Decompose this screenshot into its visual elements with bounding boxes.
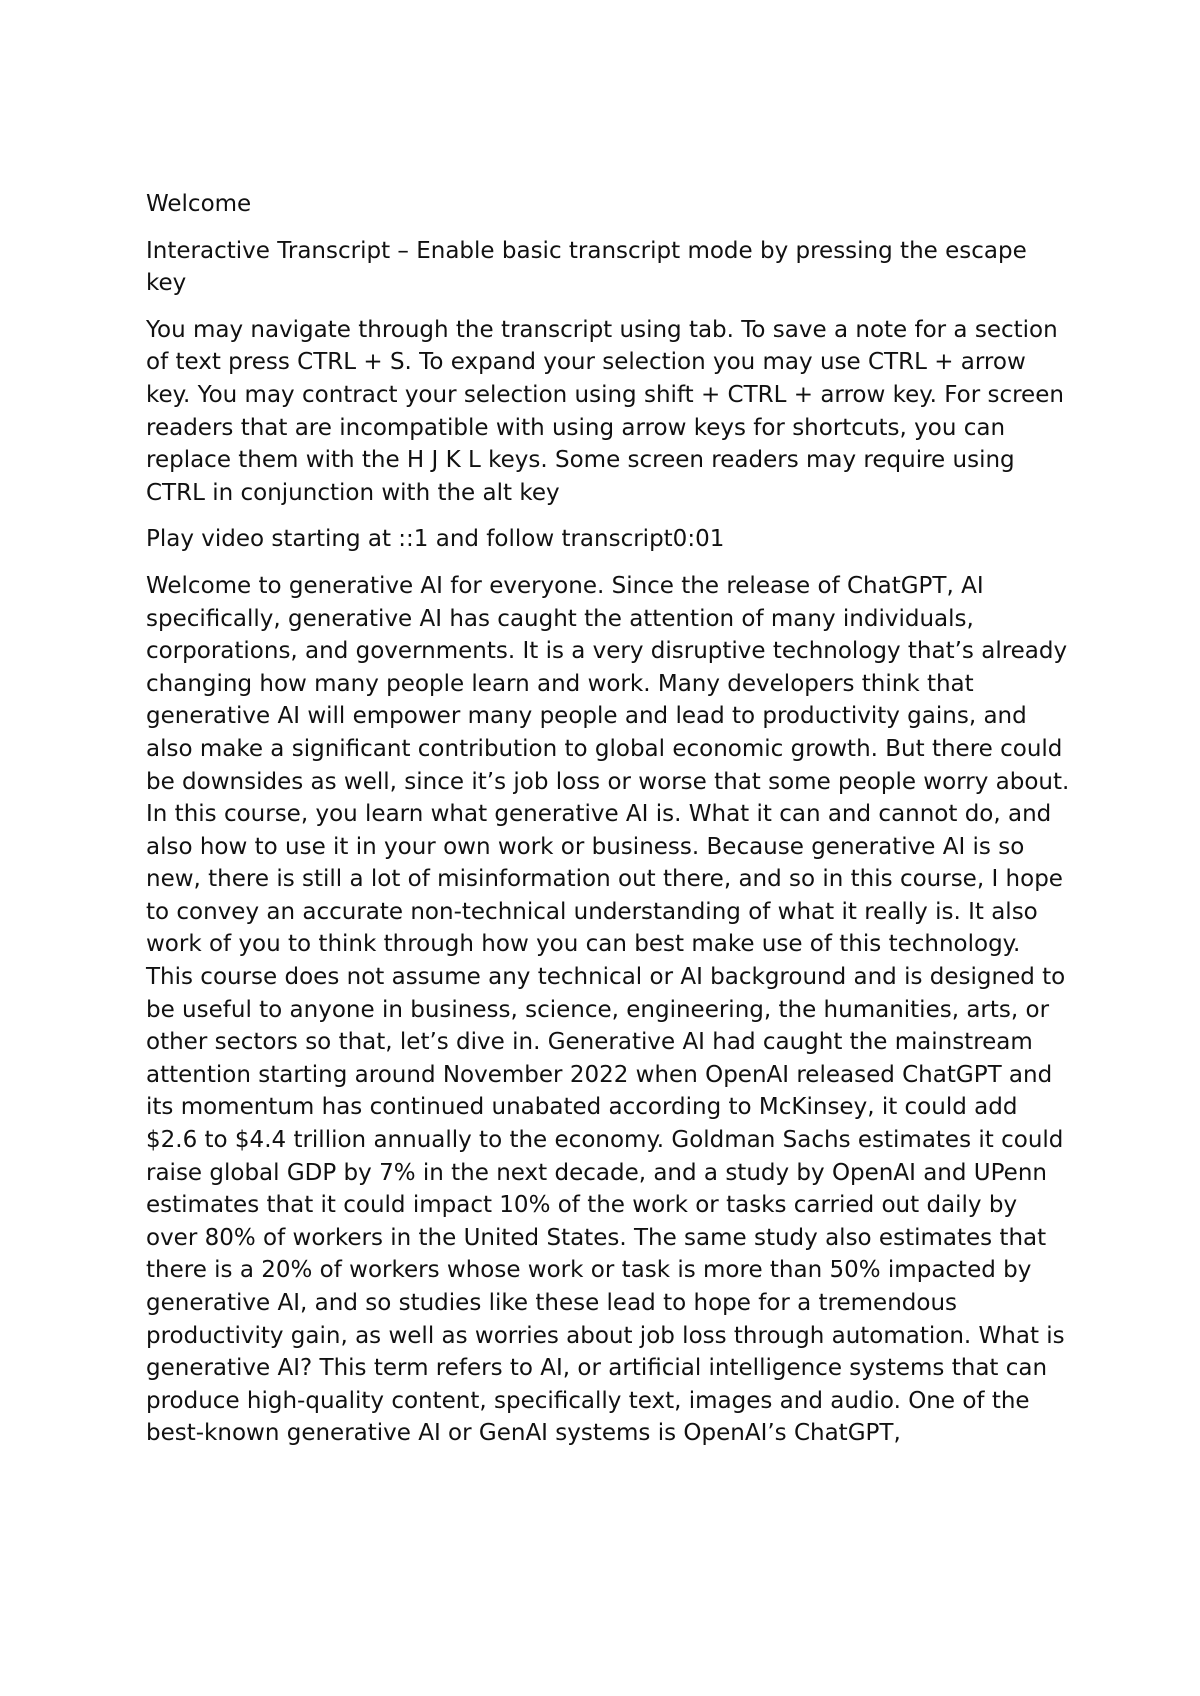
transcript-body: Welcome to generative AI for everyone. Since the release of ChatGPT, AI specifically, generative AI has caught the attention of many individuals, corporations, and governments. It is a very disruptive technology that’s already changing how many people learn and work. Many developers think that generative AI will empower many people and lead to productivity gains, and also make a significant contribution to global economic growth. But there could be downsides as well, since it’s job loss or worse that some people worry about. In this course, you learn what generative AI is. What it can and cannot do, and also how to use it in your own work or business. Because generative AI is so new, there is still a lot of misinformation out there, and so in this course, I hope to convey an accurate non-technical understanding of what it really is. It also work of you to think through how you can best make use of this technology. This course does not assume any technical or AI background and is designed to be useful to anyone in business, science, engineering, the humanities, arts, or other sectors so that, let’s dive in. Generative AI had caught the mainstream attention starting around November 2022 when OpenAI released ChatGPT and its momentum has continued unabated according to McKinsey, it could add $2.6 to $4.4 trillion annually to the economy. Goldman Sachs estimates it could raise global GDP by 7% in the next decade, and a study by OpenAI and UPenn estimates that it could impact 10% of the work or tasks carried out daily by over 80% of workers in the United States. The same study also estimates that there is a 20% of workers whose work or task is more than 50% impacted by generative AI, and so studies like these lead to hope for a tremendous productivity gain, as well as worries about job loss through automation. What is generative AI? This term refers to AI, or artificial intelligence systems that can produce high-quality content, specifically text, images and audio. One of the best-known generative AI or GenAI systems is OpenAI’s ChatGPT, xyxy=(146,572,1070,1447)
play-video-line: Play video starting at ::1 and follow transcript0:01 xyxy=(146,526,725,553)
navigation-instructions: You may navigate through the transcript using tab. To save a note for a section of text press CTRL + S. To expand your selection you may use CTRL + arrow key. You may contract your selection using shift + CTRL + arrow key. For screen readers that are incompatible with using arrow keys for shortcuts, you can replace them with the H J K L keys. Some screen readers may require using CTRL in conjunction with the alt key xyxy=(146,316,1064,506)
document-page xyxy=(146,188,1071,1464)
transcript-mode-intro: Interactive Transcript – Enable basic transcript mode by pressing the escape key xyxy=(146,237,1027,297)
document-heading: Welcome xyxy=(146,191,252,217)
